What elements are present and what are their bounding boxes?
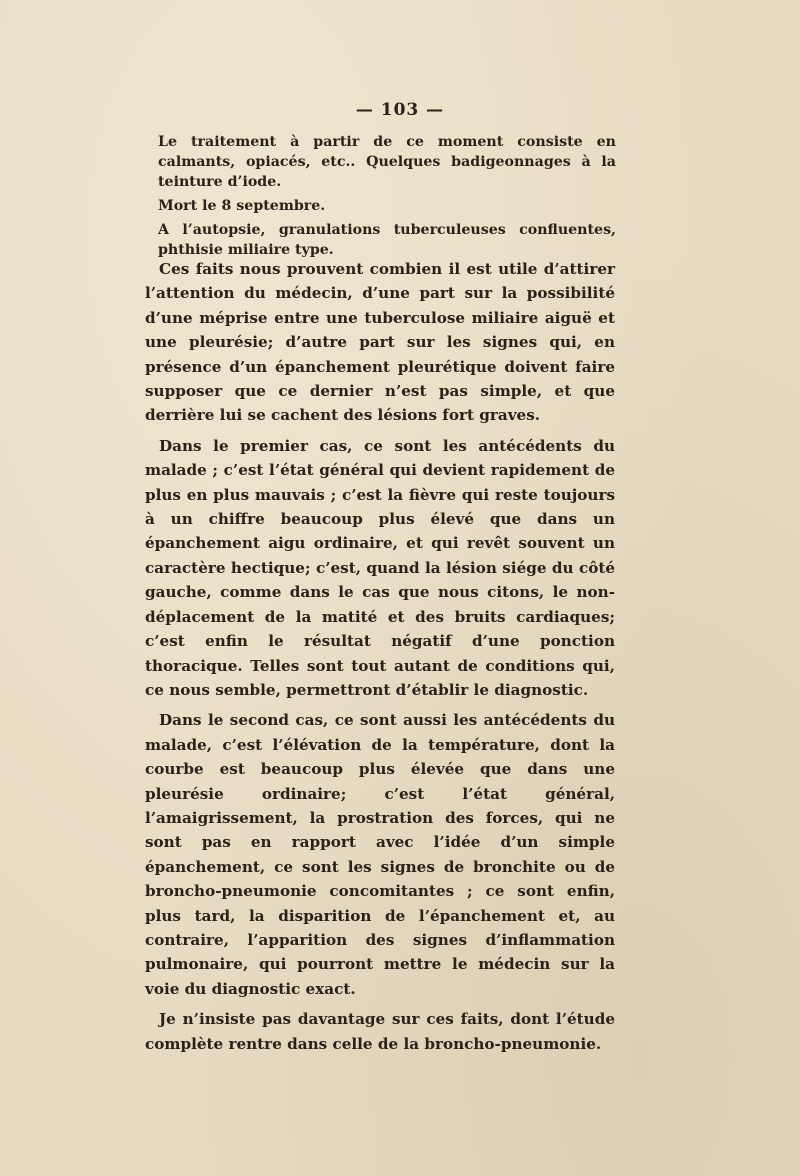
paragraph-2: Dans le premier cas, ce sont les antécédents du malade ; c’est l’état général qui devient rapidement de plus en plus mauvais ; c’est la fièvre qui reste toujours à un chiffre beaucoup plus élevé que dans un épanchement aigu ordinaire, et qui revêt souvent un caractère hectique; c’est, quand la lésion siége du côté gauche, comme dans le cas que nous citons, le non-déplacement de la matité et des bruits cardiaques; c’est enfin le résultat négatif d’une ponction thoracique. Telles sont tout autant de conditions qui, ce nous semble, permettront d’établir le diagnostic.: [145, 436, 615, 699]
main-text: [145, 257, 615, 1062]
case-notes: [158, 132, 616, 264]
note-death: Mort le 8 septembre.: [158, 198, 326, 214]
paragraph-3: Dans le second cas, ce sont aussi les antécédents du malade, c’est l’élévation de la température, dont la courbe est beaucoup plus élevée que dans une pleurésie ordinaire; c’est l’état général, l’amaigrissement, la prostration des forces, qui ne sont pas en rapport avec l’idée d’un simple épanchement, ce sont les signes de bronchite ou de broncho-pneumonie concomitantes ; ce sont enfin, plus tard, la disparition de l’épanchement et, au contraire, l’apparition des signes d’inflammation pulmonaire, qui pourront mettre le médecin sur la voie du diagnostic exact.: [145, 711, 615, 998]
page-number: — 103 —: [355, 100, 445, 120]
note-autopsy: A l’autopsie, granulations tuberculeuses confluentes, phthisie miliaire type.: [158, 222, 616, 258]
paragraph-4: Je n’insiste pas davantage sur ces faits, dont l’étude complète rentre dans celle de la broncho-pneumonie.: [145, 1010, 615, 1053]
paragraph-1: Ces faits nous prouvent combien il est utile d’attirer l’attention du médecin, d’une part sur la possibilité d’une méprise entre une tuberculose miliaire aiguë et une pleurésie; d’autre part sur les signes qui, en présence d’un épanchement pleurétique doivent faire supposer que ce dernier n’est pas simple, et que derrière lui se cachent des lésions fort graves.: [145, 260, 615, 425]
note-treatment: Le traitement à partir de ce moment consiste en calmants, opiacés, etc.. Quelques badigeonnages à la teinture d’iode.: [158, 134, 616, 190]
